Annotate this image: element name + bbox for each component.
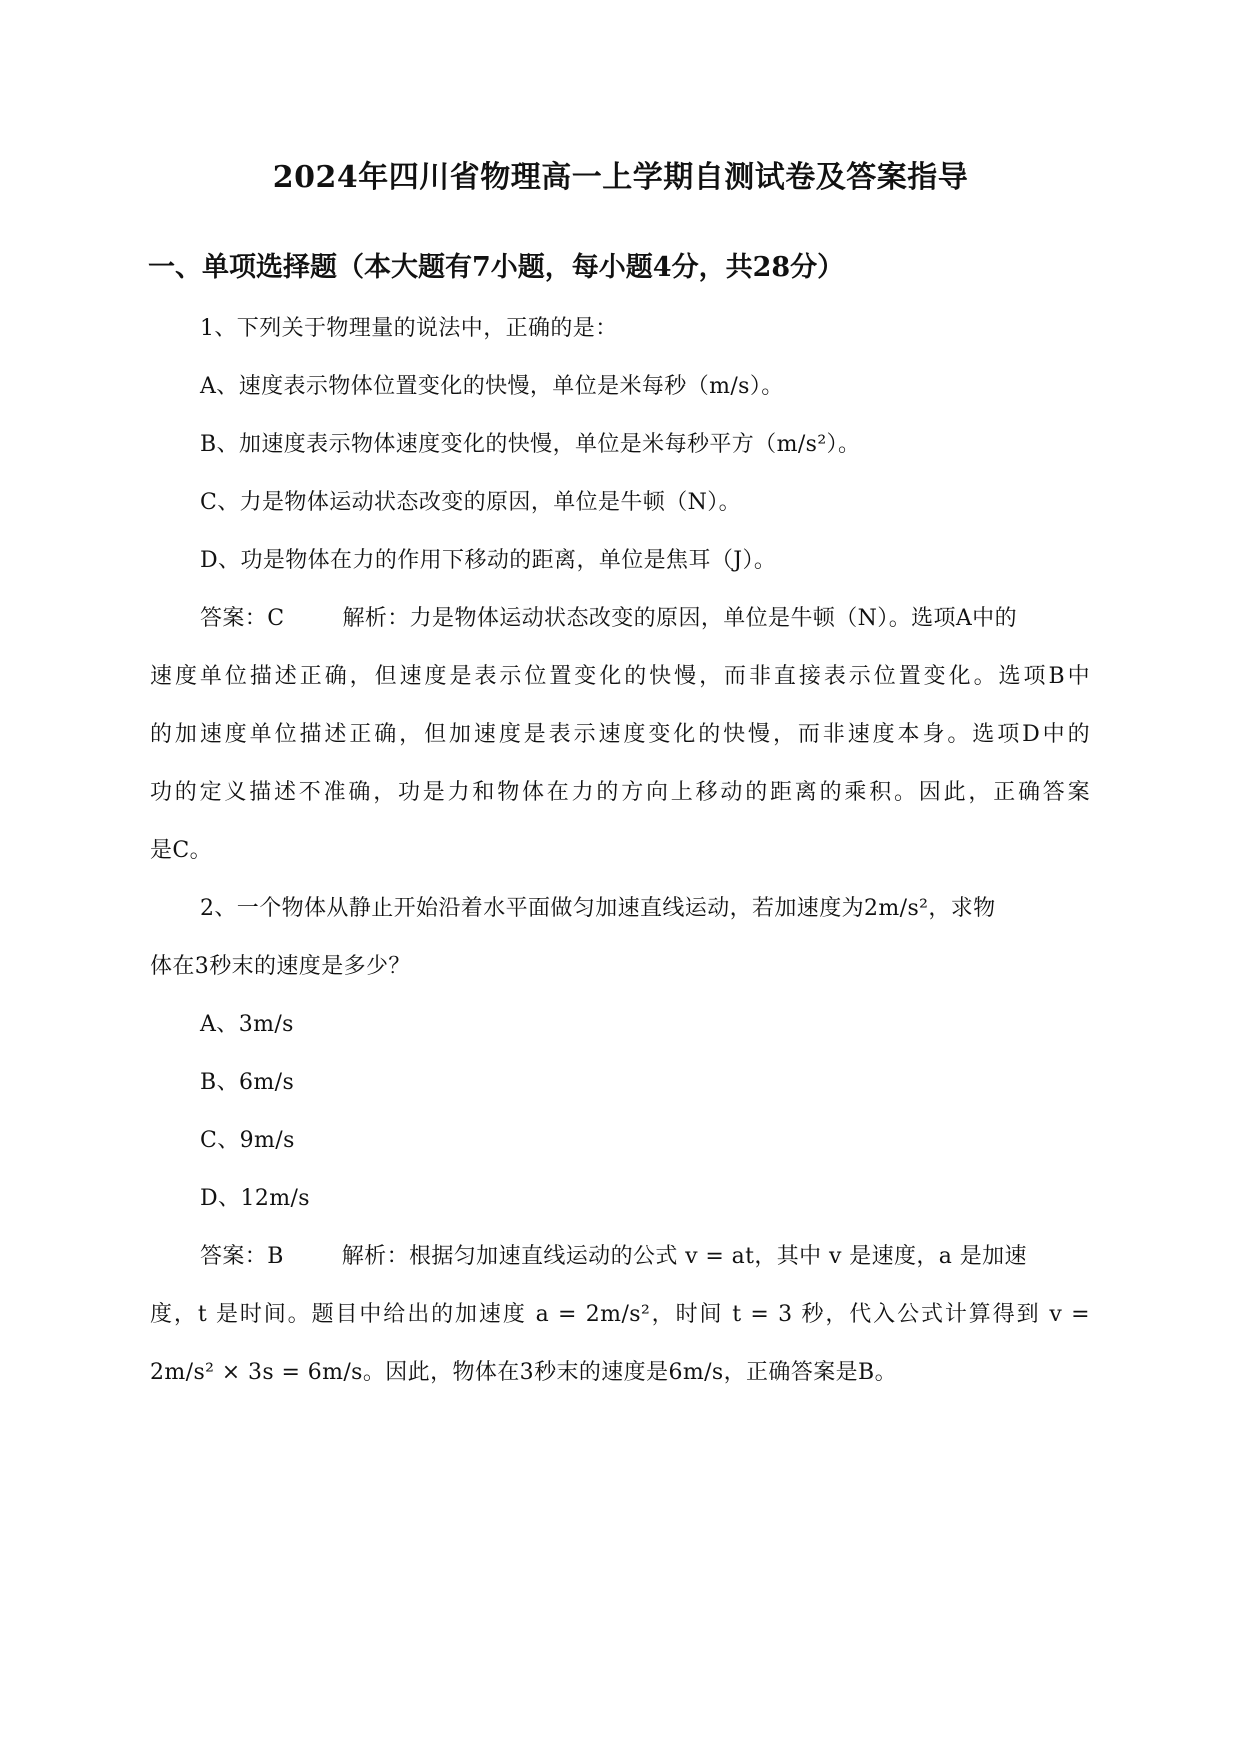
question-2-option-b: B、6m/s	[200, 1070, 295, 1095]
question-2-answer-line	[200, 1240, 1027, 1274]
question-1-analysis-line-1: 解析：力是物体运动状态改变的原因，单位是牛顿（N）。选项A中的	[342, 606, 1017, 631]
section-heading: 一、单项选择题（本大题有7小题，每小题4分，共28分）	[148, 252, 845, 283]
question-1-option-d: D、功是物体在力的作用下移动的距离，单位是焦耳（J）。	[200, 548, 777, 573]
question-1-analysis-line-2: 速度单位描述正确，但速度是表示位置变化的快慢，而非直接表示位置变化。选项B中	[150, 664, 1090, 689]
question-1-option-c: C、力是物体运动状态改变的原因，单位是牛顿（N）。	[200, 490, 742, 515]
question-1-analysis-line-4: 功的定义描述不准确，功是力和物体在力的方向上移动的距离的乘积。因此，正确答案	[150, 780, 1090, 805]
document-title: 2024年四川省物理高一上学期自测试卷及答案指导	[272, 160, 969, 195]
question-2-analysis-line-3: 2m/s² × 3s = 6m/s。因此，物体在3秒末的速度是6m/s，正确答案是B。	[150, 1360, 897, 1385]
question-2-stem-line-1: 2、一个物体从静止开始沿着水平面做匀加速直线运动，若加速度为2m/s²，求物	[200, 896, 996, 921]
question-1-analysis-line-3: 的加速度单位描述正确，但加速度是表示速度变化的快慢，而非速度本身。选项D中的	[150, 722, 1090, 747]
question-2-answer: 答案：B	[200, 1244, 284, 1269]
question-2-stem-line-2: 体在3秒末的速度是多少？	[150, 954, 411, 979]
question-1-stem: 1、下列关于物理量的说法中，正确的是：	[200, 316, 618, 341]
question-1-answer: 答案：C	[200, 606, 285, 631]
question-2-analysis-line-2: 度，t 是时间。题目中给出的加速度 a = 2m/s²，时间 t = 3 秒，代入公式计算得到 v =	[150, 1302, 1090, 1327]
question-2-analysis-line-1: 解析：根据匀加速直线运动的公式 v = at，其中 v 是速度，a 是加速	[341, 1244, 1027, 1269]
question-1-option-a: A、速度表示物体位置变化的快慢，单位是米每秒（m/s）。	[200, 374, 784, 399]
question-1-analysis-line-5: 是C。	[150, 838, 213, 863]
question-2-option-c: C、9m/s	[200, 1128, 295, 1153]
question-2-option-a: A、3m/s	[200, 1012, 294, 1037]
question-1-answer-line	[200, 602, 1017, 636]
question-1-option-b: B、加速度表示物体速度变化的快慢，单位是米每秒平方（m/s²）。	[200, 432, 861, 457]
question-2-option-d: D、12m/s	[200, 1186, 310, 1211]
